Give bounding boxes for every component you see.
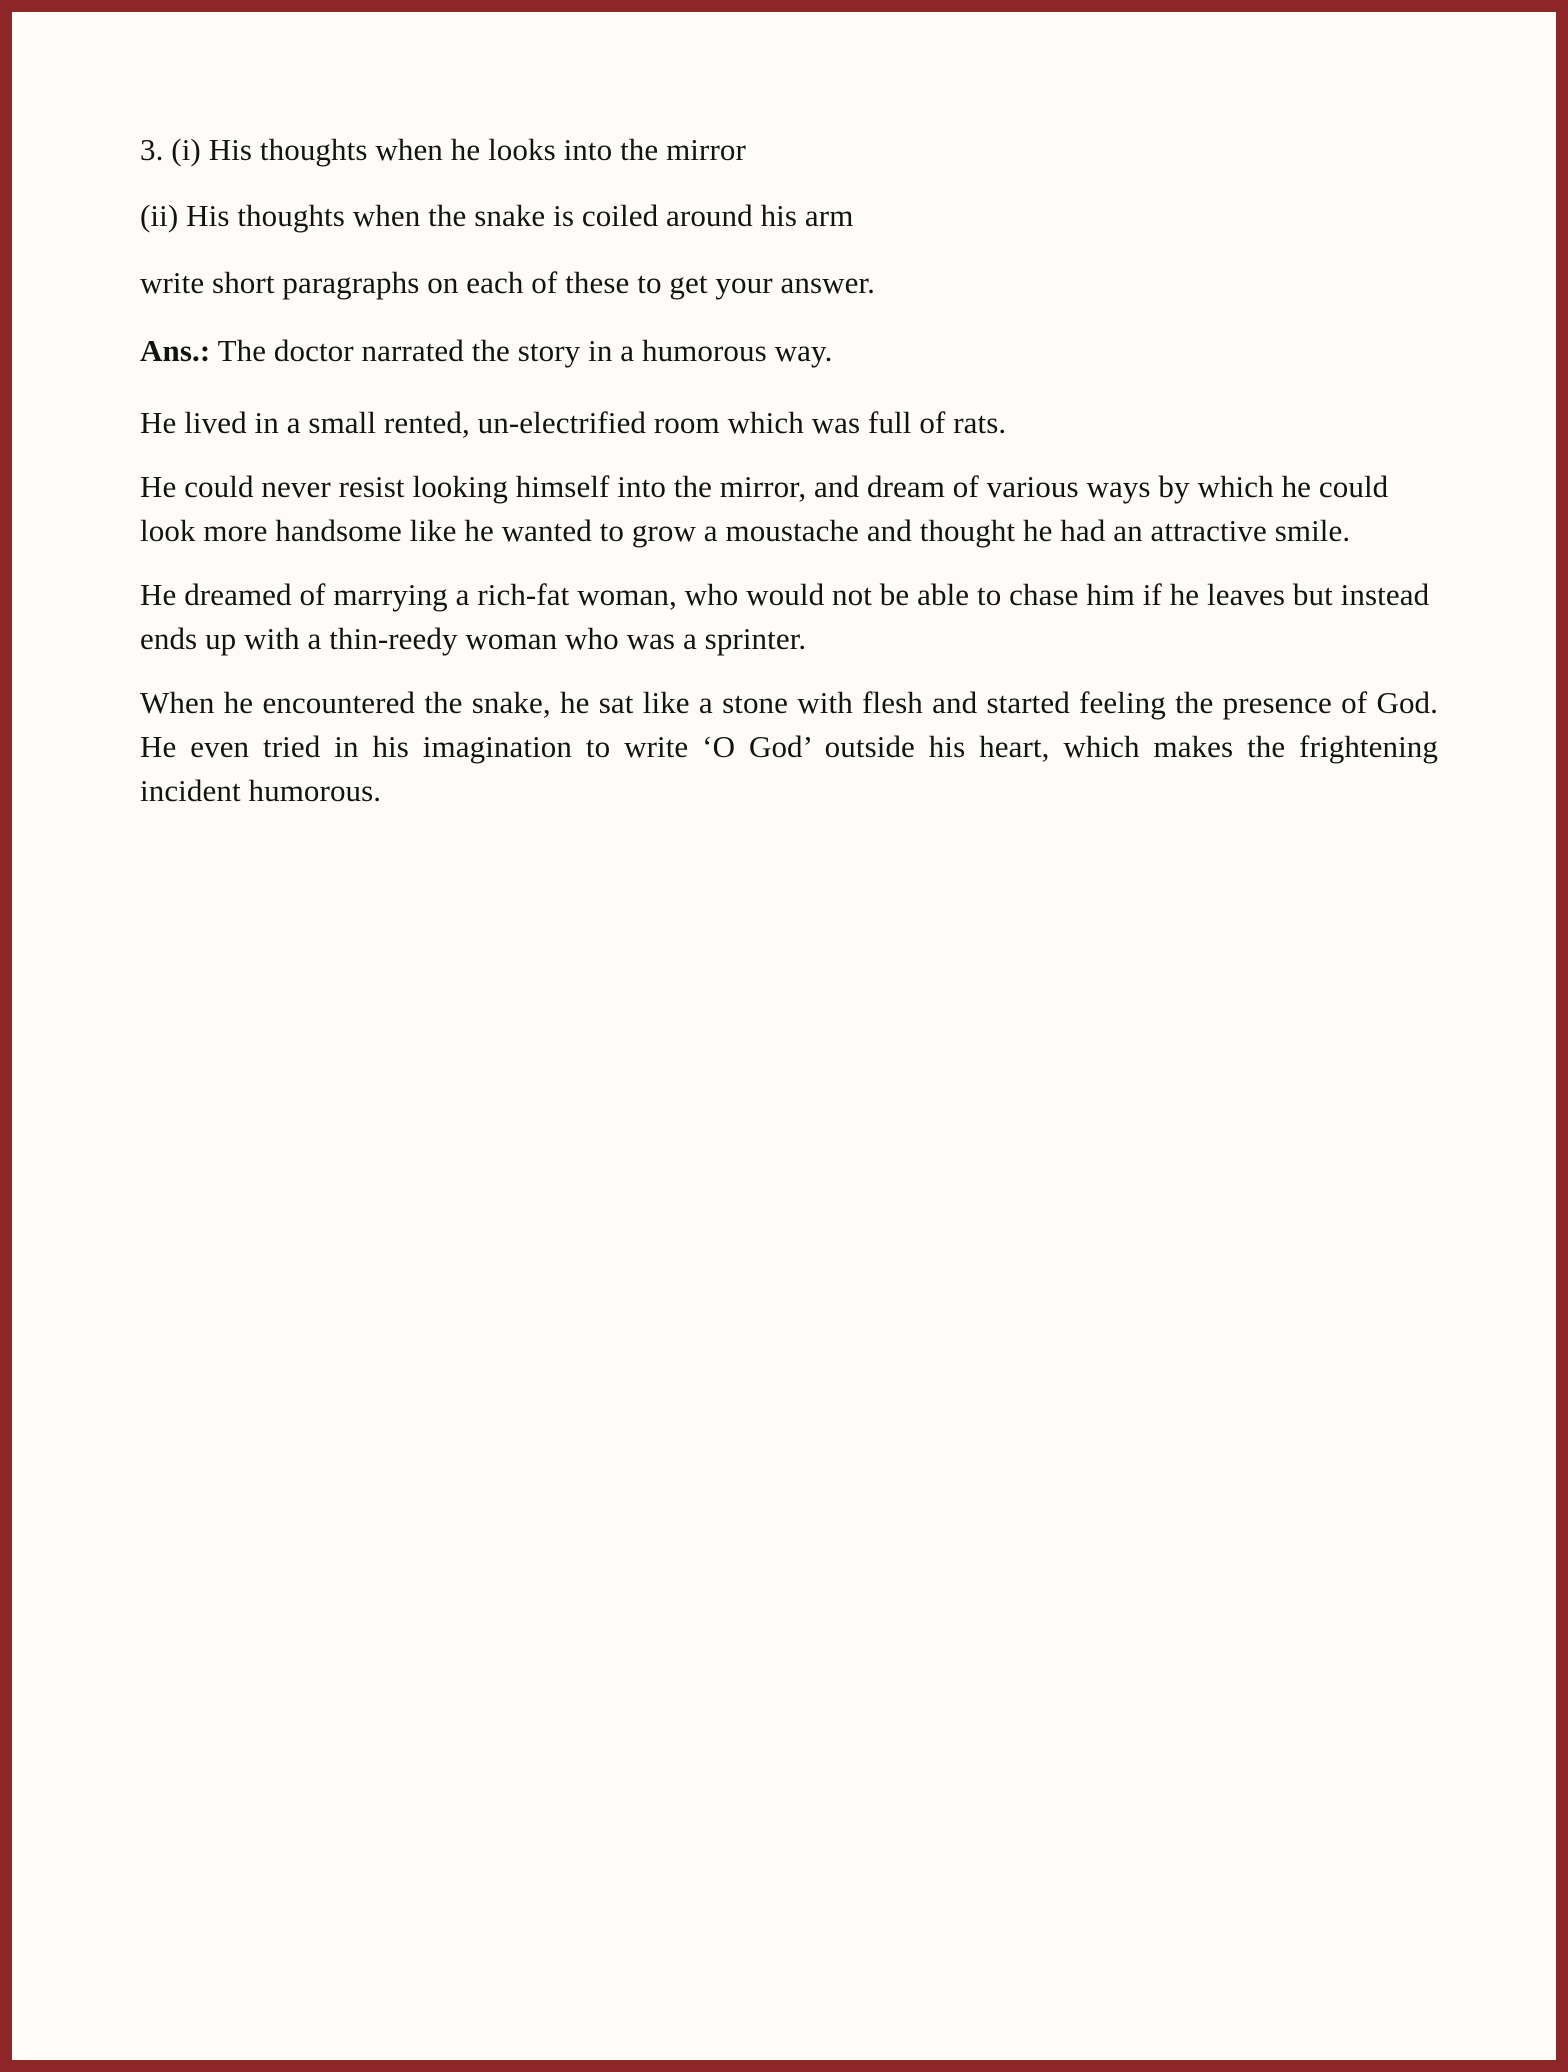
answer-paragraph-3: He dreamed of marrying a rich-fat woman, who would not be able to chase him if he leaves but instead ends up with a thin-reedy woman who was a sprinter. [140, 576, 1430, 656]
question-line-1: 3. (i) His thoughts when he looks into the mirror [140, 132, 746, 167]
spacer [140, 393, 1438, 401]
answer-label: Ans.: [140, 332, 211, 368]
answer-paragraph-4: When he encountered the snake, he sat like a stone with flesh and started feeling the presence of God. He even tried in his imagination to write ‘O God’ outside his heart, which makes the frightening incident humorous. [140, 684, 1438, 809]
question-line-2: (ii) His thoughts when the snake is coiled around his arm [140, 198, 854, 234]
question-instruction-line: write short paragraphs on each of these to get your answer. [140, 264, 876, 300]
page-content-area [12, 12, 1556, 2060]
answer-intro [140, 329, 1438, 373]
answer-paragraph-2: He could never resist looking himself into the mirror, and dream of various ways by which he could look more handsome like he wanted to grow a moustache and thought he had an attractive smile. [140, 468, 1389, 548]
answer-paragraph-1: He lived in a small rented, un-electrified room which was full of rats. [140, 404, 1007, 440]
answer-first-sentence: The doctor narrated the story in a humorous way. [217, 332, 833, 368]
